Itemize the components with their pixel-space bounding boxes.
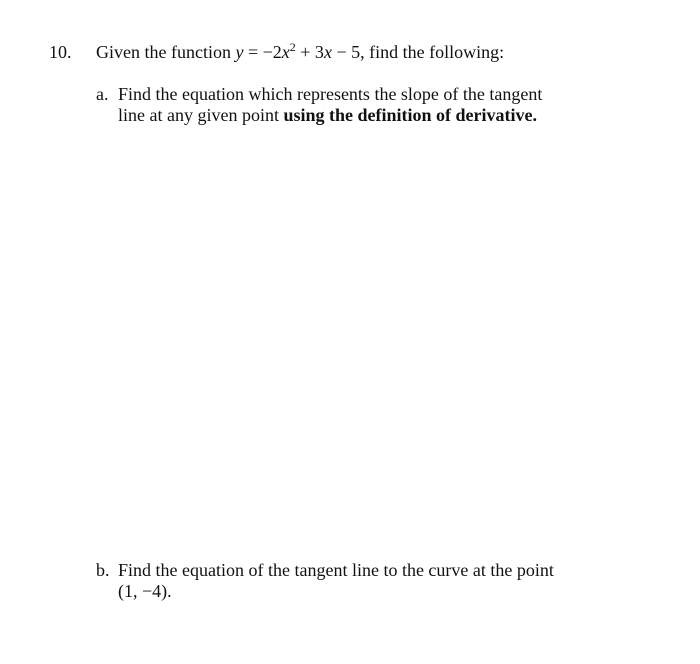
part-b-letter: b. bbox=[96, 560, 110, 580]
part-a-line-1: Find the equation which represents the slope of the tangent bbox=[118, 84, 543, 104]
stem-text-after: , find the following: bbox=[360, 42, 505, 62]
question-stem bbox=[96, 41, 504, 63]
function-exponent: 2 bbox=[289, 40, 296, 54]
question-number: 10. bbox=[49, 42, 72, 62]
function-constant-term: − 5 bbox=[331, 42, 361, 62]
part-b-line-1: Find the equation of the tangent line to the curve at the point bbox=[118, 560, 554, 580]
function-plus-term: + 3 bbox=[295, 42, 324, 62]
part-a-line-2-plain: line at any given point bbox=[118, 105, 284, 125]
part-a-text bbox=[118, 84, 588, 126]
function-expression bbox=[235, 42, 360, 62]
part-b-text bbox=[118, 560, 588, 602]
function-variable-x-linear: x bbox=[323, 42, 332, 62]
part-a-line-2-bold: using the definition of derivative. bbox=[283, 105, 537, 125]
part-a-line-2 bbox=[118, 105, 588, 126]
function-equals-coefficient: = −2 bbox=[243, 42, 282, 62]
function-variable-x-squared: x bbox=[281, 42, 290, 62]
part-b-line-2: (1, −4). bbox=[118, 581, 172, 601]
part-a-letter: a. bbox=[96, 84, 109, 104]
function-variable-y: y bbox=[235, 42, 244, 62]
part-a-answer-space bbox=[96, 140, 596, 540]
stem-text-before: Given the function bbox=[96, 42, 236, 62]
part-b-answer-space bbox=[96, 612, 596, 658]
